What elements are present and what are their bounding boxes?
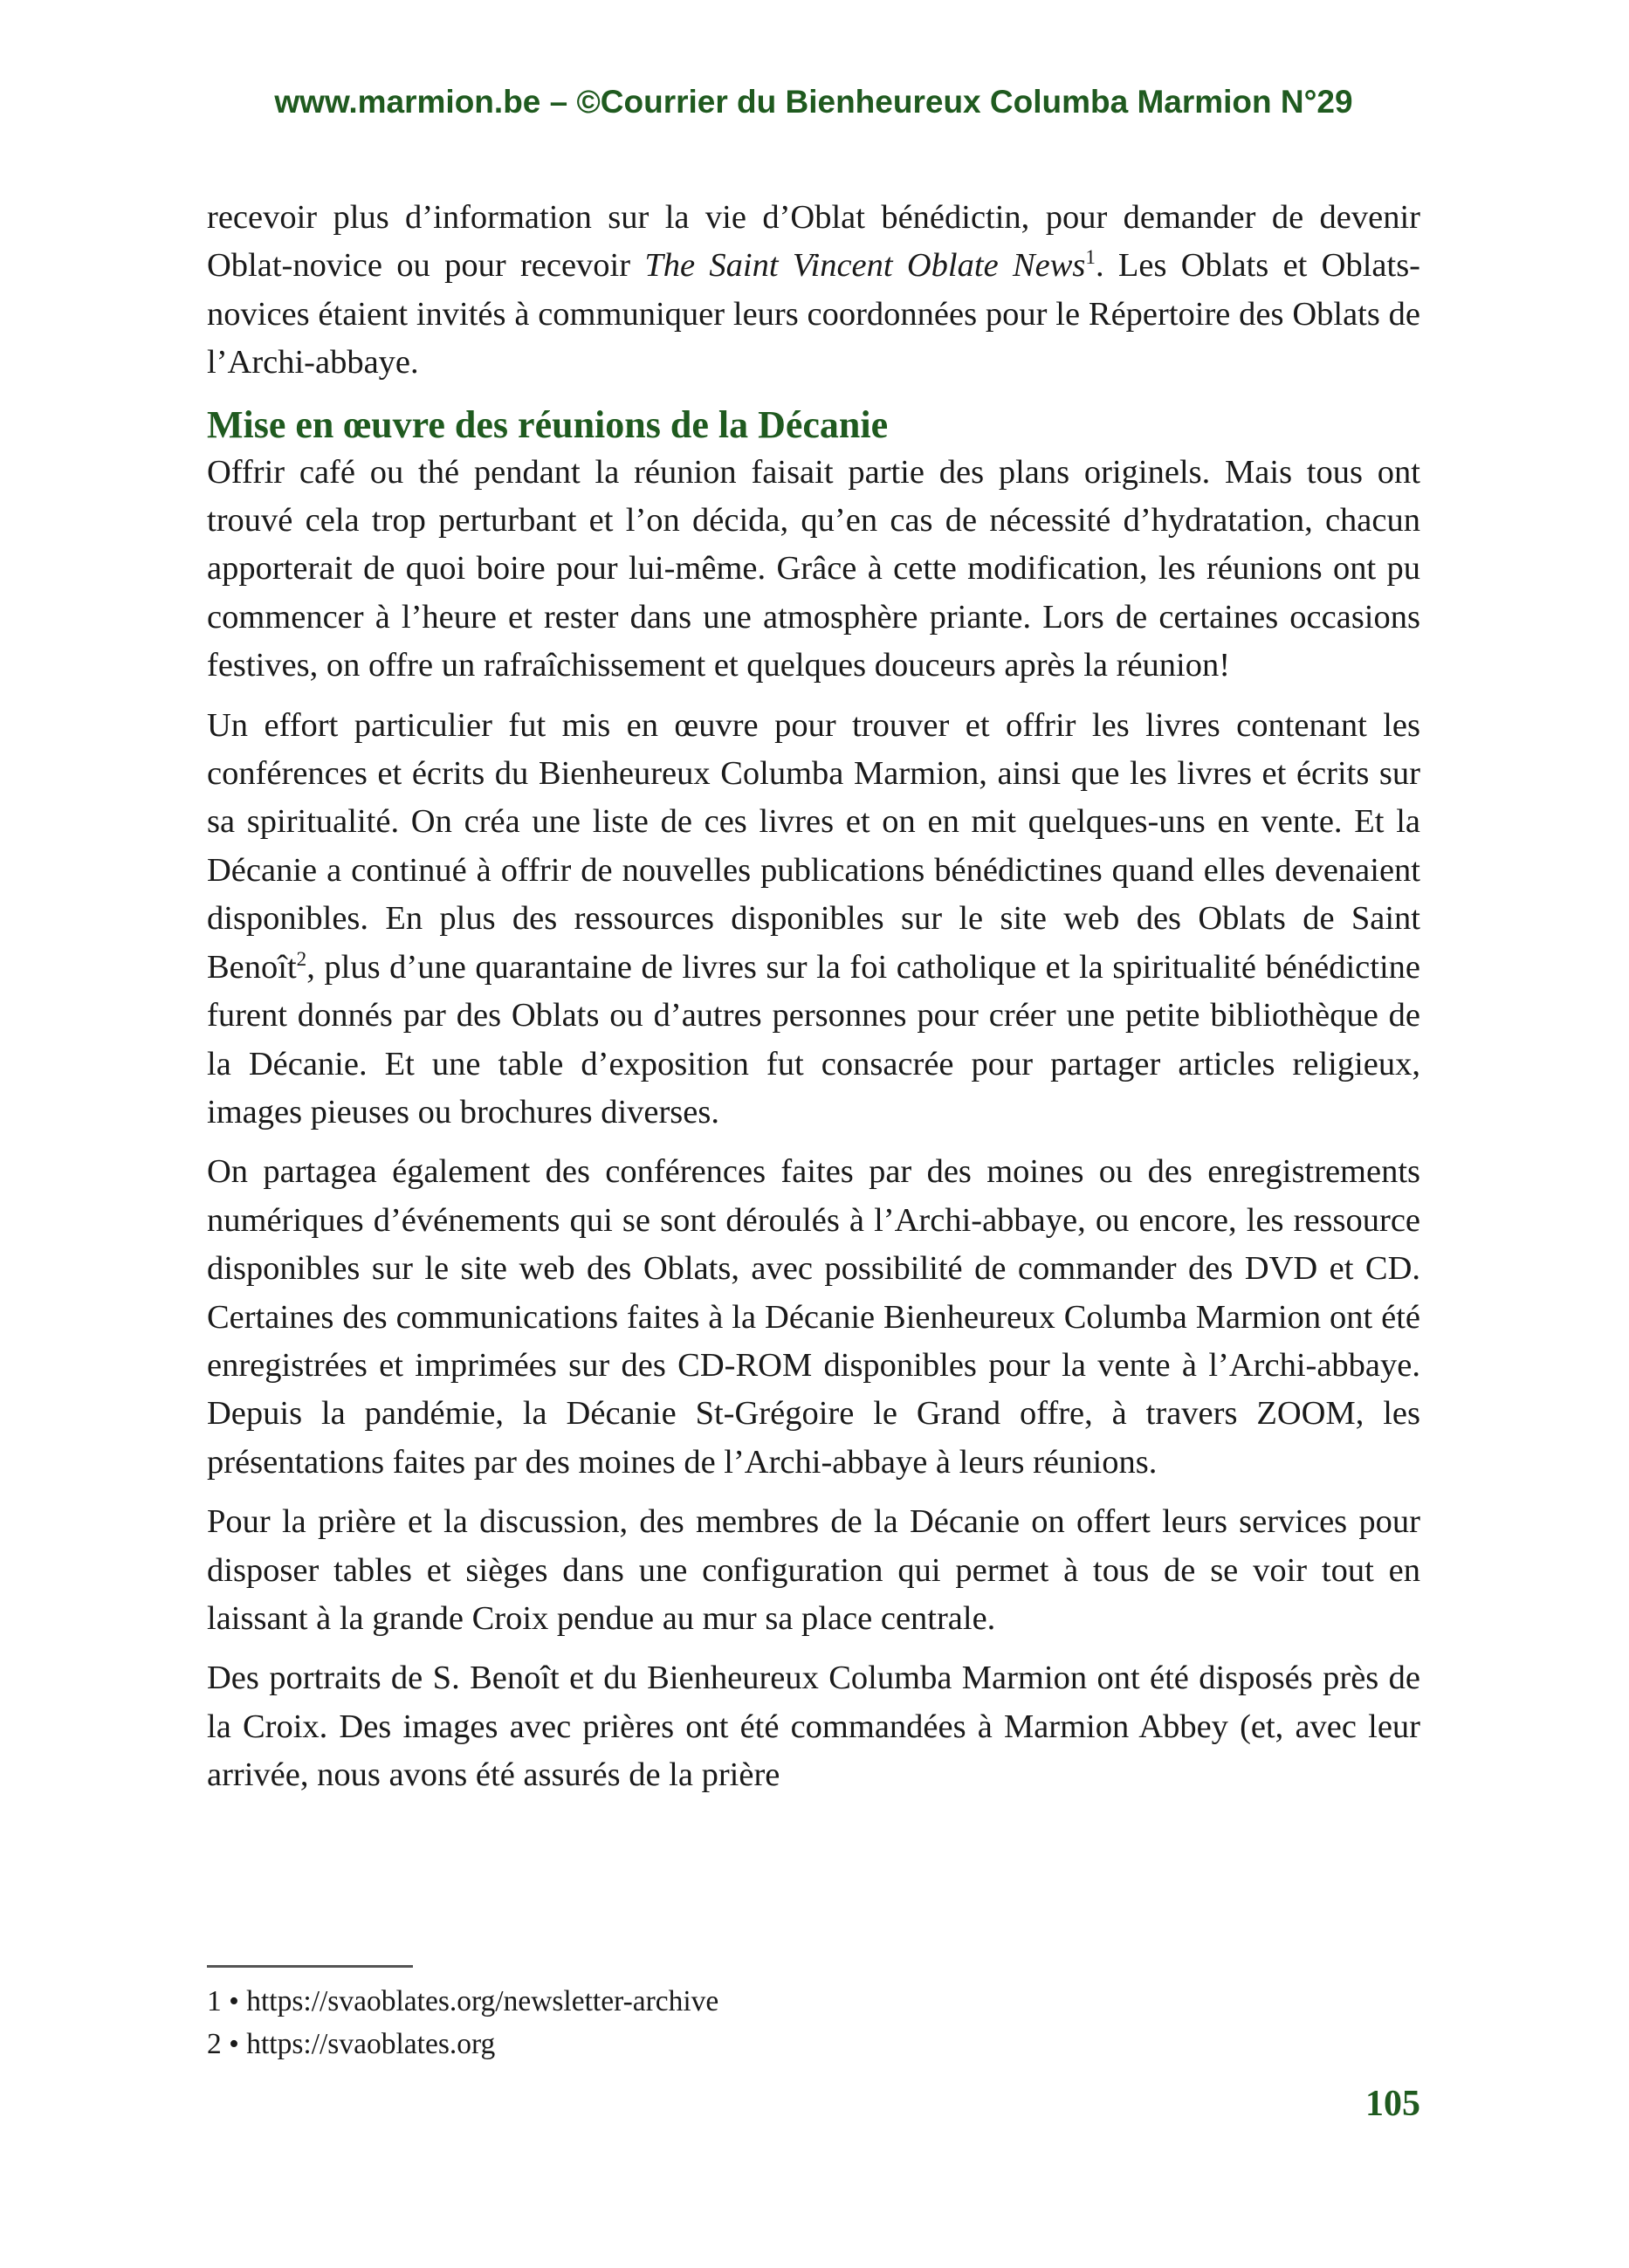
section-heading: Mise en œuvre des réunions de la Décanie — [207, 402, 889, 446]
main-content — [207, 194, 1420, 1800]
footnote-ref-1: 1 — [1085, 245, 1096, 269]
footnote-2-marker: 2 • — [207, 2028, 239, 2060]
page-number: 105 — [1365, 2084, 1420, 2124]
paragraph-3-text-a: Un effort particulier fut mis en œuvre pour trouver et offrir les livres contenant les conférences et écrits du Bienheureux Columba Marmion, ainsi que les livres et écrits sur sa spiritualité. On créa une liste de ces livres et on en mit quelques-uns en vente. Et la Décanie a continué à offrir de nouvelles publications bénédictines quand elles devenaient disponibles. En plus des ressources disponibles sur le site web des Oblats de Saint Benoît — [207, 706, 1420, 986]
paragraph-1-text-a: recevoir plus d’information sur la vie d’Oblat bénédictin, pour demander de devenir Oblat-novice ou pour recevoir — [207, 199, 1420, 285]
footnote-2-link[interactable]: https://svaoblates.org — [246, 2028, 496, 2060]
document-page — [207, 0, 1420, 2268]
running-header: www.marmion.be – ©Courrier du Bienheureux Columba Marmion N°29 — [274, 84, 1353, 120]
paragraph-4: On partagea également des conférences faites par des moines ou des enregistrements numériques d’événements qui se sont déroulés à l’Archi-abbaye, ou encore, les ressource disponibles sur le site web des Oblats, avec possibilité de commander des DVD et CD. Certaines des communications faites à la Décanie Bienheureux Columba Marmion ont été enregistrées et imprimées sur des CD-ROM disponibles pour la vente à l’Archi-abbaye. Depuis la pandémie, la Décanie St-Grégoire le Grand offre, à travers ZOOM, les présentations faites par des moines de l’Archi-abbaye à leurs réunions. — [207, 1153, 1420, 1481]
footnote-1-link[interactable]: https://svaoblates.org/newsletter-archive — [246, 1985, 719, 2017]
paragraph-1 — [207, 194, 1420, 388]
footnotes — [207, 1980, 1420, 2065]
paragraph-3 — [207, 702, 1420, 1137]
paragraph-3-text-b: , plus d’une quarantaine de livres sur la foi catholique et la spiritualité bénédictine furent donnés par des Oblats ou d’autres personnes pour créer une petite bibliothèque de la Décanie. Et une table d’exposition fut consacrée pour partager articles religieux, images pieuses ou brochures diverses. — [207, 948, 1420, 1131]
paragraph-6: Des portraits de S. Benoît et du Bienheureux Columba Marmion ont été disposés près de la Croix. Des images avec prières ont été commandées à Marmion Abbey (et, avec leur arrivée, nous avons été assurés de la prière — [207, 1660, 1420, 1794]
footnote-ref-2: 2 — [296, 946, 307, 970]
footnote-1 — [207, 1980, 1420, 2023]
footnote-2 — [207, 2023, 1420, 2065]
newsletter-title: The Saint Vincent Oblate News — [644, 247, 1086, 285]
footnote-1-marker: 1 • — [207, 1985, 239, 2017]
paragraph-5: Pour la prière et la discussion, des membres de la Décanie on offert leurs services pour disposer tables et sièges dans une configuration qui permet à tous de se voir tout en laissant à la grande Croix pendue au mur sa place centrale. — [207, 1503, 1420, 1637]
paragraph-2: Offrir café ou thé pendant la réunion faisait partie des plans originels. Mais tous ont trouvé cela trop perturbant et l’on décida, qu’en cas de nécessité d’hydratation, chacun apporterait de quoi boire pour lui-même. Grâce à cette modification, les réunions ont pu commencer à l’heure et rester dans une atmosphère priante. Lors de certaines occasions festives, on offre un rafraîchissement et quelques douceurs après la réunion! — [207, 453, 1420, 684]
paragraph-1-text-b: . Les Oblats et Oblats-novices étaient invités à communiquer leurs coordonnées pour le Répertoire des Oblats de l’Archi-abbaye. — [207, 247, 1421, 381]
footnote-divider — [207, 1965, 413, 1968]
